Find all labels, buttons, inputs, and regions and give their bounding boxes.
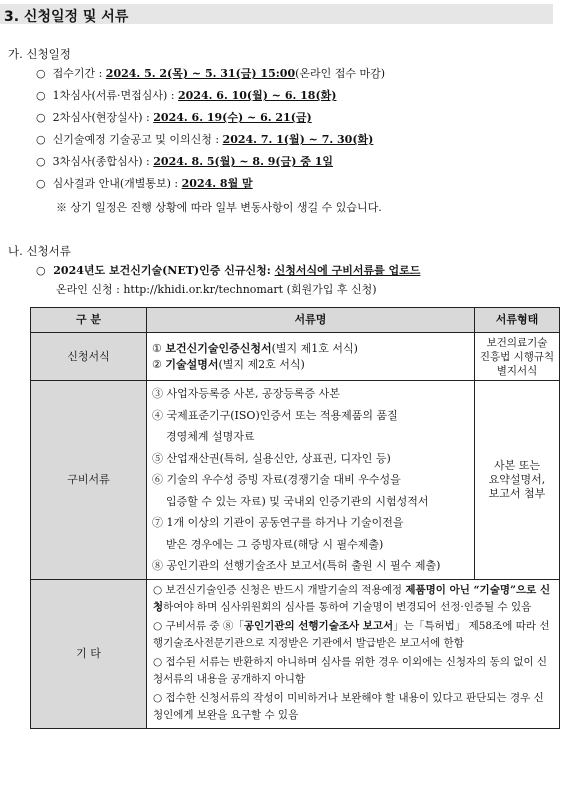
supporting-item-line xyxy=(152,383,469,405)
schedule-label: 2차심사(현장실사) : xyxy=(52,111,154,124)
documents-prefix: 2024년도 보건신기술(NET)인증 신규신청: xyxy=(53,264,275,277)
col-header-form: 서류형태 xyxy=(475,308,560,333)
schedule-item xyxy=(36,88,336,104)
form-line: 보건의료기술 xyxy=(486,336,548,349)
table-row-application xyxy=(31,333,560,381)
schedule-date: 2024. 6. 19(수) ~ 6. 21(금) xyxy=(153,111,312,124)
bullet: ○ xyxy=(36,264,54,277)
documents-upload-link[interactable]: 신청서식에 구비서류를 업로드 xyxy=(274,264,421,277)
note-text: 하여야 하며 심사위원회의 심사를 통하여 기술명이 변경되어 선정·인증될 수 있음 xyxy=(163,600,532,613)
schedule-value xyxy=(153,155,333,168)
supporting-item-line xyxy=(152,491,469,513)
form-line: 진흥법 시행규칙 xyxy=(479,350,555,363)
category-etc: 기 타 xyxy=(31,579,147,728)
schedule-value xyxy=(153,111,311,124)
schedule-value xyxy=(178,89,336,102)
note-text: 보건신기술인증 신청은 반드시 개발기술의 적용예정 xyxy=(165,583,406,596)
item-detail: (별지 제1호 서식) xyxy=(271,341,358,355)
application-item xyxy=(152,357,469,373)
bullet: ○ xyxy=(36,155,53,168)
table-row-supporting xyxy=(31,381,560,580)
note-text: 」는「특허법」 제58조에 따라 선행기술조사전문기관으로 지정받은 기관에서 발급받은 보고서에 한함 xyxy=(153,619,550,649)
bullet: ○ xyxy=(36,177,53,190)
schedule-date: 2024. 7. 1(월) ~ 7. 30(화) xyxy=(222,133,374,146)
schedule-item xyxy=(36,154,333,170)
item-number: ③ xyxy=(152,387,167,400)
schedule-value xyxy=(182,177,253,190)
application-items xyxy=(147,333,475,381)
documents-title: 나. 신청서류 xyxy=(8,244,71,258)
item-title: 보건신기술인증신청서 xyxy=(165,341,272,355)
note-emphasis: 공인기관의 선행기술조사 보고서 xyxy=(243,619,394,632)
table-header-row xyxy=(31,308,560,333)
application-item xyxy=(152,341,469,357)
schedule-label: 신기술예정 기술공고 및 이의신청 : xyxy=(52,133,223,146)
schedule-item xyxy=(36,132,373,148)
bullet: ○ xyxy=(153,655,166,668)
bullet: ○ xyxy=(36,67,53,80)
schedule-value xyxy=(223,133,374,146)
item-number: ④ xyxy=(152,408,167,422)
supporting-items xyxy=(147,381,475,580)
note-text: 접수한 신청서류의 작성이 미비하거나 보완해야 할 내용이 있다고 판단되는 경우 신청인에게 보완을 요구할 수 있음 xyxy=(153,691,544,721)
schedule-value xyxy=(106,67,295,80)
schedule-label: 3차심사(종합심사) : xyxy=(52,155,154,168)
supporting-item-line xyxy=(152,469,469,491)
note-emphasis: 제품명이 아닌 “기술명”으로 신청 xyxy=(153,583,551,613)
form-line: 보고서 첨부 xyxy=(488,486,546,500)
schedule-item xyxy=(36,110,312,126)
note-text: 접수된 서류는 반환하지 아니하며 심사를 위한 경우 이외에는 신청자의 동의 없이 신청서류의 내용을 공개하지 아니함 xyxy=(153,655,548,685)
item-number: ⑧ xyxy=(152,559,167,572)
schedule-date: 2024. 6. 10(월) ~ 6. 18(화) xyxy=(178,89,337,102)
bullet: ○ xyxy=(153,691,166,704)
supporting-item-line xyxy=(152,555,469,577)
etc-notes xyxy=(147,579,560,728)
item-number: ⑥ xyxy=(152,473,167,486)
col-header-category: 구 분 xyxy=(31,308,147,333)
schedule-date: 2024. 8. 5(월) ~ 8. 9(금) 중 1일 xyxy=(153,155,333,168)
schedule-note: ※ 상기 일정은 진행 상황에 따라 일부 변동사항이 생길 수 있습니다. xyxy=(56,201,382,214)
bullet: ○ xyxy=(36,89,53,102)
documents-table xyxy=(30,307,560,729)
documents-line2: 온라인 신청 : http://khidi.or.kr/technomart (회원가입 후 신청) xyxy=(56,283,377,296)
item-text: 사업자등록증 사본, 공장등록증 사본 xyxy=(166,387,340,400)
documents-line1 xyxy=(36,263,420,279)
item-text: 공인기관의 선행기술조사 보고서(특허 출원 시 필수 제출) xyxy=(166,559,441,572)
item-title: 기술설명서 xyxy=(165,357,219,371)
etc-note xyxy=(153,690,553,724)
item-detail: (별지 제2호 서식) xyxy=(218,357,305,371)
item-number: ② xyxy=(152,357,166,371)
schedule-date: 2024. 8월 말 xyxy=(181,177,253,190)
bullet: ○ xyxy=(153,619,166,632)
etc-note xyxy=(153,654,553,688)
etc-note xyxy=(153,618,553,652)
schedule-suffix: (온라인 접수 마감) xyxy=(295,67,386,80)
section-title: 3. 신청일정 및 서류 xyxy=(4,9,129,25)
schedule-label: 접수기간 : xyxy=(52,67,106,80)
item-number: ⑦ xyxy=(152,516,167,529)
bullet: ○ xyxy=(36,133,53,146)
schedule-item xyxy=(36,66,385,82)
item-number: ⑤ xyxy=(152,451,167,465)
form-line: 요약설명서, xyxy=(488,472,546,486)
section-header xyxy=(0,4,553,24)
schedule-label: 1차심사(서류·면접심사) : xyxy=(52,89,179,102)
category-supporting: 구비서류 xyxy=(31,381,147,580)
supporting-item-line xyxy=(152,426,469,448)
item-text: 경영체계 설명자료 xyxy=(166,430,255,443)
item-text: 1개 이상의 기관이 공동연구를 하거나 기술이전을 xyxy=(166,516,404,529)
etc-note xyxy=(153,582,553,616)
schedule-item xyxy=(36,176,253,192)
col-header-document: 서류명 xyxy=(147,308,475,333)
item-text: 산업재산권(특허, 실용신안, 상표권, 디자인 등) xyxy=(166,451,391,465)
supporting-form xyxy=(475,381,560,580)
bullet: ○ xyxy=(153,583,166,596)
bullet: ○ xyxy=(36,111,53,124)
schedule-label: 심사결과 안내(개별통보) : xyxy=(52,177,182,190)
item-text: 기술의 우수성 증빙 자료(경쟁기술 대비 우수성을 xyxy=(166,473,401,486)
supporting-item-line xyxy=(152,534,469,556)
note-text: 구비서류 중 ⑧「 xyxy=(165,619,244,632)
table-row-etc xyxy=(31,579,560,728)
form-line: 사본 또는 xyxy=(493,458,540,472)
item-text: 국제표준기구(ISO)인증서 또는 적용제품의 품질 xyxy=(166,408,398,422)
supporting-item-line xyxy=(152,448,469,470)
form-line: 별지서식 xyxy=(496,364,538,377)
item-text: 입증할 수 있는 자료) 및 국내외 인증기관의 시험성적서 xyxy=(166,494,429,508)
schedule-title: 가. 신청일정 xyxy=(8,47,71,61)
application-form xyxy=(475,333,560,381)
supporting-item-line xyxy=(152,405,469,427)
item-text: 받은 경우에는 그 증빙자료(해당 시 필수제출) xyxy=(166,537,384,551)
schedule-date: 2024. 5. 2(목) ~ 5. 31(금) 15:00 xyxy=(105,67,296,80)
supporting-item-line xyxy=(152,512,469,534)
item-number: ① xyxy=(152,341,166,355)
category-application: 신청서식 xyxy=(31,333,147,381)
